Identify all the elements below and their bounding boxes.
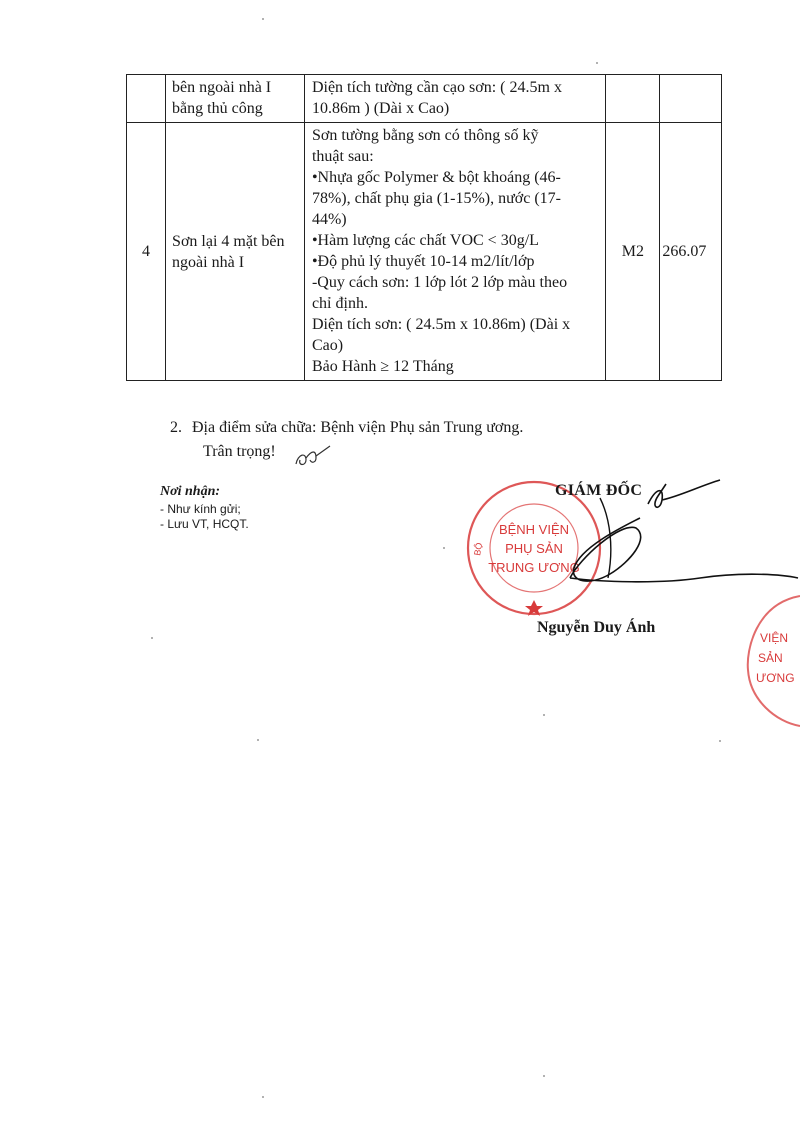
row-number-cell: 4: [127, 123, 166, 381]
table-row: [127, 123, 722, 381]
stamp-line: SẢN: [758, 651, 783, 665]
note-text: Địa điểm sửa chữa: Bệnh viện Phụ sản Trung ương.: [192, 419, 524, 436]
repair-location-note: [170, 419, 523, 437]
description-line: Cao): [311, 337, 344, 354]
stamp-line: TRUNG ƯƠNG: [488, 560, 580, 575]
description-line: -Quy cách sơn: 1 lớp lót 2 lớp màu theo: [311, 274, 568, 291]
description-line: •Độ phủ lý thuyết 10-14 m2/lít/lớp: [311, 253, 535, 270]
scan-speck: [151, 637, 153, 639]
director-signature: [540, 478, 800, 598]
description-line: •Nhựa gốc Polymer & bột khoáng (46-: [311, 169, 561, 186]
description-line: Sơn tường bằng sơn có thông số kỹ: [311, 127, 539, 144]
scan-speck: [719, 740, 721, 742]
description-line: Diện tích tường cần cạo sơn: ( 24.5m x: [311, 79, 562, 96]
quantity-cell: 266.07: [660, 123, 722, 381]
row-number-cell: [127, 75, 166, 123]
scan-speck: [596, 62, 598, 64]
closing-regards: Trân trọng!: [203, 443, 276, 460]
description-line: thuật sau:: [311, 148, 374, 165]
table-row: [127, 75, 722, 123]
recipient-item: - Như kính gửi;: [160, 502, 241, 516]
stamp-line: ƯƠNG: [756, 671, 795, 685]
partial-stamp: [736, 590, 800, 730]
scan-speck: [543, 1075, 545, 1077]
scan-speck: [443, 547, 445, 549]
recipients-block: [160, 484, 249, 532]
item-name-line: bên ngoài nhà I: [172, 79, 272, 96]
quantity-cell: [660, 75, 722, 123]
item-name-line: Sơn lại 4 mặt bên: [172, 232, 285, 250]
unit-cell: [606, 75, 660, 123]
signer-name: Nguyễn Duy Ánh: [537, 619, 656, 636]
item-name-line: bằng thủ công: [172, 100, 263, 117]
description-line: Bảo Hành ≥ 12 Tháng: [311, 358, 454, 375]
item-description-cell: [304, 75, 605, 123]
recipients-title: Nơi nhận:: [160, 484, 221, 499]
item-name-cell: [166, 75, 305, 123]
director-title: GIÁM ĐỐC: [555, 482, 643, 499]
stamp-line: BỆNH VIỆN: [498, 522, 570, 537]
stamp-side-text: BỘ: [472, 541, 485, 557]
initials-signature: [292, 442, 334, 472]
item-description-cell: [304, 123, 605, 381]
note-number: 2.: [170, 419, 182, 436]
scan-speck: [257, 739, 259, 741]
scan-speck: [262, 18, 264, 20]
scan-speck: [543, 714, 545, 716]
item-name-line: ngoài nhà I: [172, 253, 245, 271]
description-line: Diện tích sơn: ( 24.5m x 10.86m) (Dài x: [311, 316, 571, 333]
stamp-line: VIỆN: [760, 631, 789, 645]
description-line: •Hàm lượng các chất VOC < 30g/L: [311, 232, 539, 249]
description-line: 78%), chất phụ gia (1-15%), nước (17-: [311, 190, 562, 207]
description-line: 44%): [311, 211, 347, 228]
unit-cell: M2: [606, 123, 660, 381]
work-items-table: [126, 74, 722, 381]
scan-speck: [262, 1096, 264, 1098]
stamp-line: PHỤ SẢN: [505, 541, 563, 556]
description-line: 10.86m ) (Dài x Cao): [311, 100, 450, 117]
item-name-cell: [166, 123, 305, 381]
recipient-item: - Lưu VT, HCQT.: [160, 517, 249, 531]
description-line: chỉ định.: [311, 295, 368, 312]
